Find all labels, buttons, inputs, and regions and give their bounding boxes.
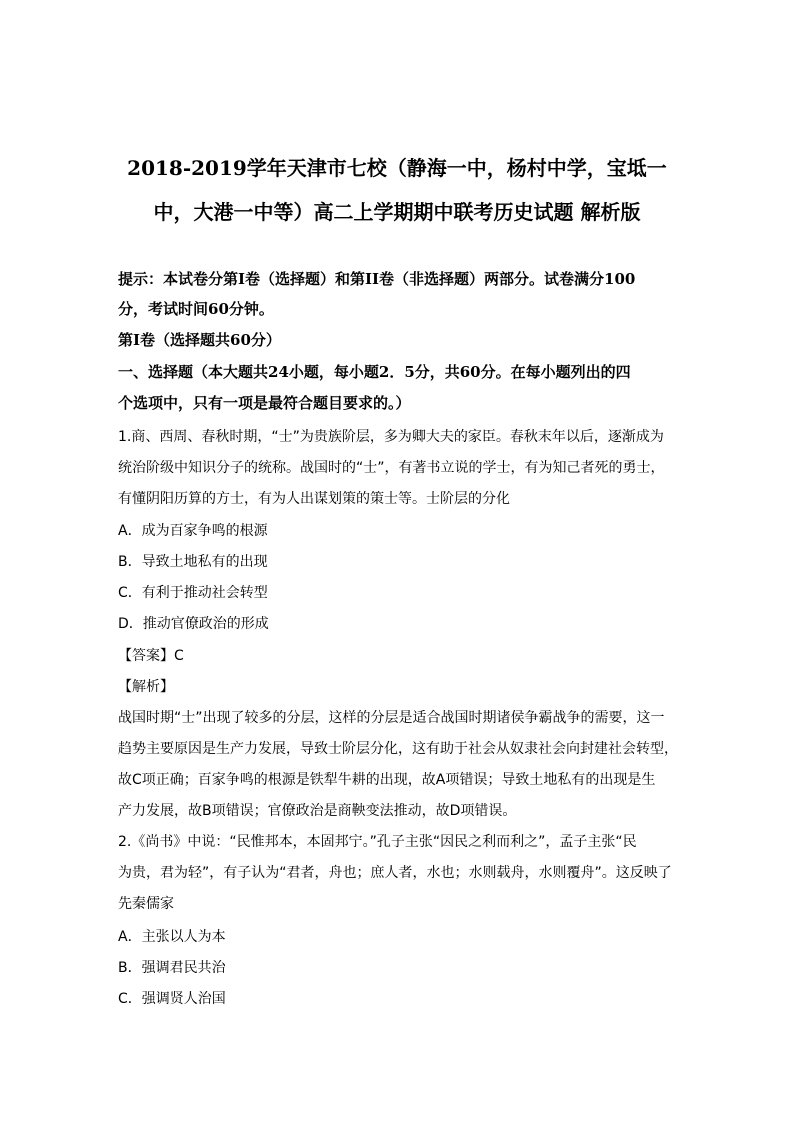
q1-stem-line-1: 1.商、西周、春秋时期，“士”为贵族阶层，多为卿大夫的家臣。春秋末年以后，逐渐成为 (118, 429, 664, 445)
title-line-2: 中，大港一中等）高二上学期期中联考历史试题 解析版 (153, 200, 641, 224)
title-line-1: 2018-2019学年天津市七校（静海一中，杨村中学，宝坻一 (127, 156, 667, 180)
q1-analysis-line-1: 战国时期“士”出现了较多的分层，这样的分层是适合战国时期诸侯争霸战争的需要，这一 (118, 710, 665, 726)
q2-stem-line-1: 2.《尚书》中说：“民惟邦本，本固邦宁。”孔子主张“因民之利而利之”，孟子主张“民 (118, 834, 637, 850)
q2-stem-line-3: 先秦儒家 (118, 896, 174, 912)
notice-line-1: 提示：本试卷分第Ⅰ卷（选择题）和第II卷（非选择题）两部分。试卷满分100 (118, 270, 636, 288)
q1-analysis-label: 【解析】 (118, 679, 174, 695)
q2-stem-line-2: 为贵，君为轻”，有子认为“君者，舟也；庶人者，水也；水则载舟，水则覆舟”。这反映了 (118, 865, 672, 881)
q1-stem-line-2: 统治阶级中知识分子的统称。战国时的“士”，有著书立说的学士，有为知己者死的勇士， (118, 460, 665, 476)
q2-option-a: A．主张以人为本 (118, 929, 226, 945)
q1-option-c: C．有利于推动社会转型 (118, 585, 268, 601)
notice-line-2: 分，考试时间60分钟。 (118, 300, 274, 318)
part1-heading: 第Ⅰ卷（选择题共60分） (118, 331, 281, 349)
q1-option-a: A．成为百家争鸣的根源 (118, 523, 268, 539)
section1-line-1: 一、选择题（本大题共24小题，每小题2．5分，共60分。在每小题列出的四 (118, 363, 631, 381)
q1-answer: 【答案】C (118, 648, 184, 664)
q2-option-b: B．强调君民共治 (118, 960, 226, 976)
q1-option-b: B．导致土地私有的出现 (118, 554, 268, 570)
q1-option-d: D．推动官僚政治的形成 (118, 616, 269, 632)
q2-option-c: C．强调贤人治国 (118, 991, 226, 1007)
q1-stem-line-3: 有懂阴阳历算的方士，有为人出谋划策的策士等。士阶层的分化 (118, 491, 510, 507)
q1-analysis-line-3: 故C项正确；百家争鸣的根源是铁犁牛耕的出现，故A项错误；导致土地私有的出现是生 (118, 772, 656, 788)
document-title (100, 146, 694, 234)
section1-line-2: 个选项中，只有一项是最符合题目要求的。） (118, 394, 411, 412)
q1-analysis-line-2: 趋势主要原因是生产力发展，导致士阶层分化，这有助于社会从奴隶社会向封建社会转型， (118, 741, 678, 757)
q1-analysis-line-4: 产力发展，故B项错误；官僚政治是商鞅变法推动，故D项错误。 (118, 803, 517, 819)
